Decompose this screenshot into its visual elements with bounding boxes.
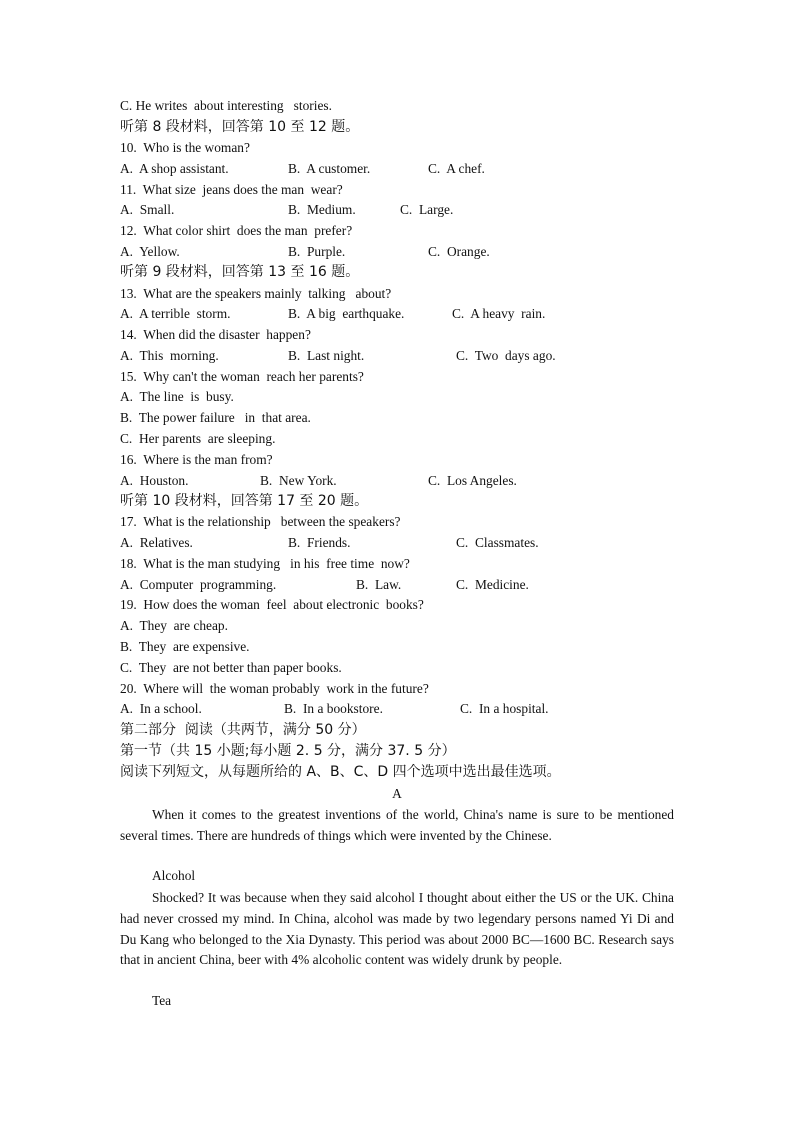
- question-17-option-a: A. Relatives.: [120, 535, 193, 550]
- question-20-option-c: C. In a hospital.: [460, 701, 549, 716]
- section-10-heading: 听第 10 段材料，回答第 17 至 20 题。: [120, 493, 369, 509]
- question-19-option-a: A. They are cheap.: [120, 618, 228, 633]
- question-15-option-b: B. The power failure in that area.: [120, 410, 311, 425]
- question-19-option-c: C. They are not better than paper books.: [120, 660, 342, 675]
- question-12: 12. What color shirt does the man prefer?: [120, 223, 353, 238]
- question-10-option-c: C. A chef.: [428, 161, 485, 176]
- passage-paragraph-1: [120, 805, 674, 847]
- question-12-option-a: A. Yellow.: [120, 244, 180, 259]
- question-10: 10. Who is the woman?: [120, 140, 250, 155]
- passage-paragraph-2-text: Shocked? It was because when they said alcohol I thought about either the US or the UK. China had never crossed my mind. In China, alcohol was made by two legendary persons named Yi Di and Du Kang who belonged to the Xia Dynasty. This period was about 2000 BC—1600 BC. Research says that in ancient China, beer with 4% alcoholic content was widely drunk by people.: [120, 890, 674, 968]
- question-16-option-a: A. Houston.: [120, 473, 189, 488]
- part-2-heading: 第二部分 阅读（共两节，满分 50 分）: [120, 722, 366, 738]
- question-11-option-c: C. Large.: [400, 202, 454, 217]
- question-19: 19. How does the woman feel about electronic books?: [120, 597, 424, 612]
- question-18-option-c: C. Medicine.: [456, 577, 529, 592]
- question-15: 15. Why can't the woman reach her parents?: [120, 369, 364, 384]
- question-17-option-b: B. Friends.: [288, 535, 351, 550]
- question-16-option-c: C. Los Angeles.: [428, 473, 517, 488]
- question-10-option-a: A. A shop assistant.: [120, 161, 229, 176]
- question-14-option-b: B. Last night.: [288, 348, 365, 363]
- question-17-option-c: C. Classmates.: [456, 535, 539, 550]
- question-12-option-c: C. Orange.: [428, 244, 490, 259]
- section-8-heading: 听第 8 段材料，回答第 10 至 12 题。: [120, 119, 360, 135]
- question-18-option-a: A. Computer programming.: [120, 577, 277, 592]
- passage-subheading-alcohol: Alcohol: [152, 868, 196, 883]
- question-11: 11. What size jeans does the man wear?: [120, 182, 343, 197]
- question-15-option-c: C. Her parents are sleeping.: [120, 431, 276, 446]
- question-14-option-c: C. Two days ago.: [456, 348, 556, 363]
- question-11-option-a: A. Small.: [120, 202, 175, 217]
- question-20: 20. Where will the woman probably work in the future?: [120, 681, 429, 696]
- question-13-option-a: A. A terrible storm.: [120, 306, 231, 321]
- question-16-option-b: B. New York.: [260, 473, 337, 488]
- question-12-option-b: B. Purple.: [288, 244, 346, 259]
- question-10-option-b: B. A customer.: [288, 161, 371, 176]
- question-15-option-a: A. The line is busy.: [120, 389, 234, 404]
- question-18-option-b: B. Law.: [356, 577, 402, 592]
- question-11-option-b: B. Medium.: [288, 202, 356, 217]
- question-19-option-b: B. They are expensive.: [120, 639, 250, 654]
- question-13-option-c: C. A heavy rain.: [452, 306, 546, 321]
- question-16: 16. Where is the man from?: [120, 452, 273, 467]
- section-1-heading: 第一节（共 15 小题;每小题 2. 5 分，满分 37. 5 分）: [120, 743, 456, 759]
- passage-paragraph-1-text: When it comes to the greatest inventions of the world, China's name is sure to be mentioned several times. There are hundreds of things which were invented by the Chinese.: [120, 807, 674, 843]
- question-13-option-b: B. A big earthquake.: [288, 306, 405, 321]
- question-14: 14. When did the disaster happen?: [120, 327, 311, 342]
- question-18: 18. What is the man studying in his free time now?: [120, 556, 410, 571]
- passage-label: A: [392, 786, 402, 801]
- question-13: 13. What are the speakers mainly talking about?: [120, 286, 392, 301]
- reading-instructions: 阅读下列短文，从每题所给的 A、B、C、D 四个选项中选出最佳选项。: [120, 764, 561, 780]
- passage-subheading-tea: Tea: [152, 993, 172, 1008]
- question-20-option-b: B. In a bookstore.: [284, 701, 383, 716]
- passage-paragraph-2: [120, 888, 674, 971]
- question-17: 17. What is the relationship between the speakers?: [120, 514, 401, 529]
- question-20-option-a: A. In a school.: [120, 701, 202, 716]
- question-9-option-c: C. He writes about interesting stories.: [120, 98, 332, 113]
- section-9-heading: 听第 9 段材料，回答第 13 至 16 题。: [120, 264, 360, 280]
- question-14-option-a: A. This morning.: [120, 348, 219, 363]
